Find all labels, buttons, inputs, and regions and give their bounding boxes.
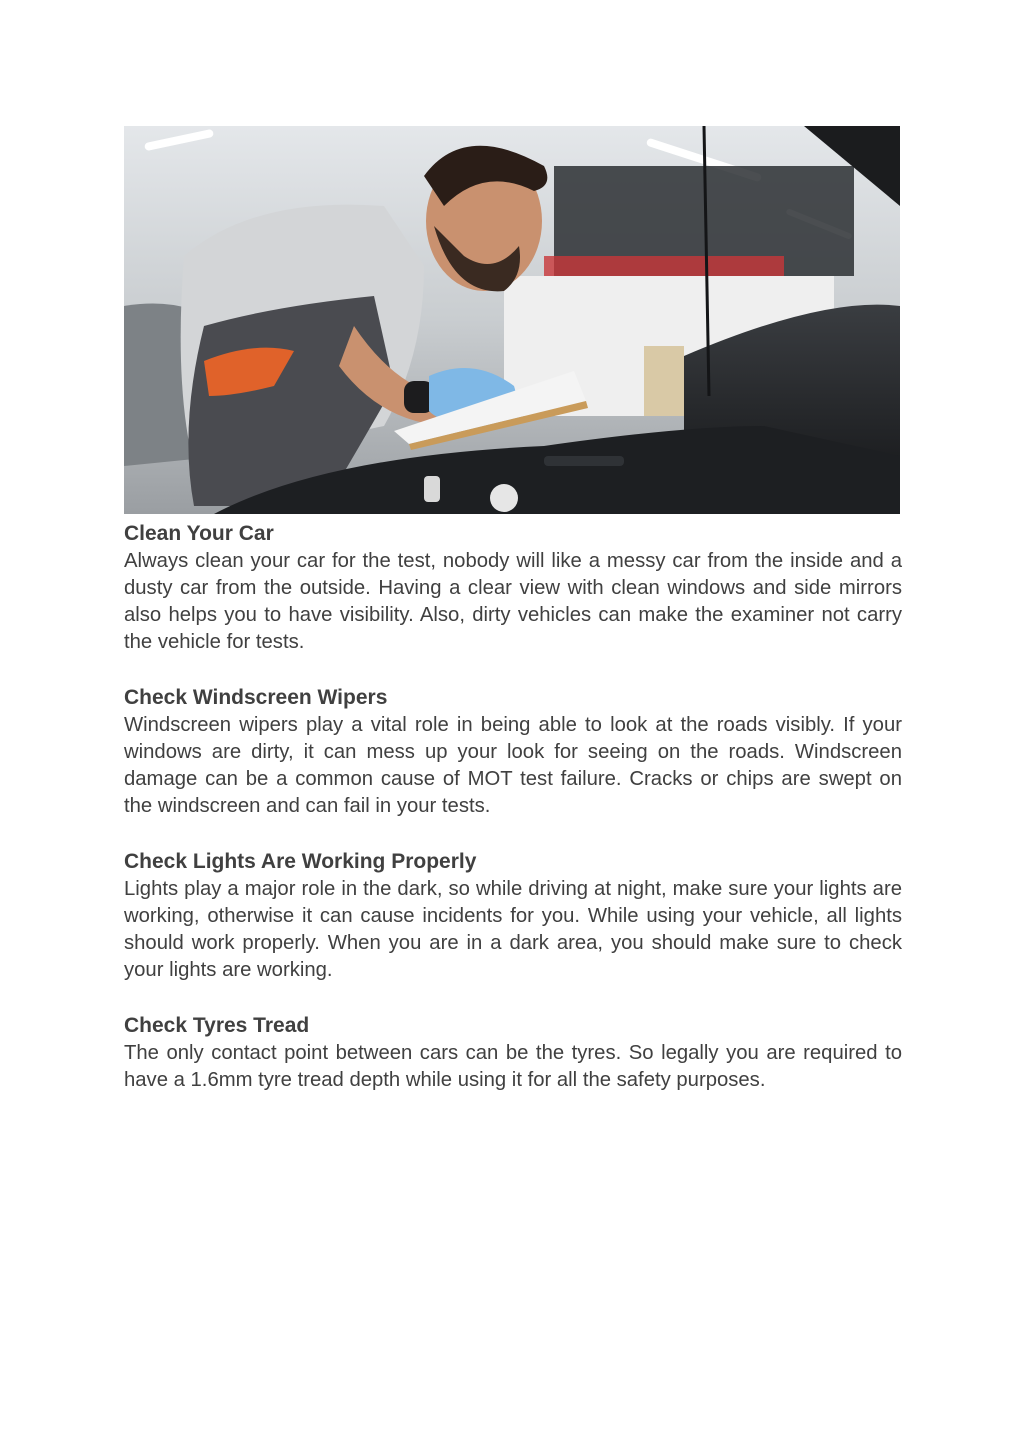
section-paragraph: Always clean your car for the test, nobody will like a messy car from the inside and a dusty car from the outside. Having a clear view with clean windows and side mirrors also helps you to have visibility. Also, dirty vehicles can make the examiner not carry the vehicle for tests. bbox=[124, 550, 902, 653]
section-check-tyres-tread bbox=[124, 1012, 902, 1094]
section-check-lights bbox=[124, 848, 902, 984]
document-page bbox=[124, 126, 902, 1094]
section-clean-your-car bbox=[124, 520, 902, 656]
mechanic-photo bbox=[124, 126, 900, 514]
section-heading: Check Lights Are Working Properly bbox=[124, 850, 477, 873]
section-heading: Check Windscreen Wipers bbox=[124, 686, 388, 709]
mechanic-illustration bbox=[124, 126, 900, 514]
section-paragraph: Windscreen wipers play a vital role in being able to look at the roads visibly. If your windows are dirty, it can mess up your look for seeing on the roads. Windscreen damage can be a common cause of MOT test failure. Cracks or chips are swept on the windscreen and can fail in your tests. bbox=[124, 714, 902, 817]
section-heading: Clean Your Car bbox=[124, 522, 274, 545]
section-paragraph: Lights play a major role in the dark, so while driving at night, make sure your lights are working, otherwise it can cause incidents for you. While using your vehicle, all lights should work properly. When you are in a dark area, you should make sure to check your lights are working. bbox=[124, 878, 902, 981]
section-check-windscreen-wipers bbox=[124, 684, 902, 820]
section-paragraph: The only contact point between cars can be the tyres. So legally you are required to have a 1.6mm tyre tread depth while using it for all the safety purposes. bbox=[124, 1042, 902, 1091]
section-heading: Check Tyres Tread bbox=[124, 1014, 310, 1037]
